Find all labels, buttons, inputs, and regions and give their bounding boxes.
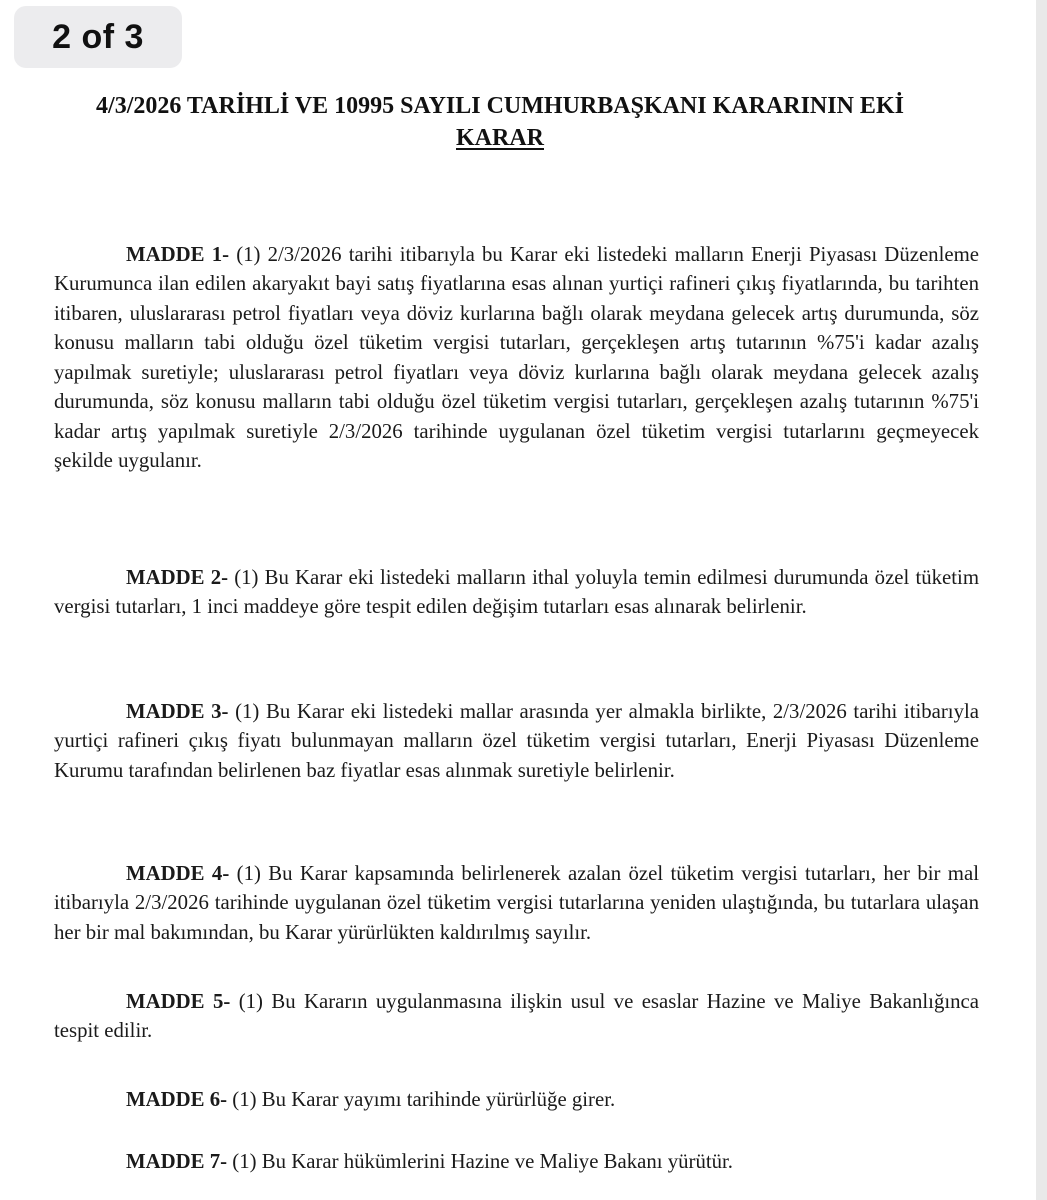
article-text: (1) Bu Karar hükümlerini Hazine ve Maliye Bakanı yürütür. xyxy=(232,1149,734,1173)
article-label: MADDE 5- xyxy=(126,989,231,1013)
article-madde-5 xyxy=(54,987,979,1046)
article-label: MADDE 7- xyxy=(126,1149,228,1173)
page-counter-badge: 2 of 3 xyxy=(14,6,182,68)
article-text: (1) Bu Karar eki listedeki mallar arasında yer almakla birlikte, 2/3/2026 tarihi itibarıyla yurtiçi rafineri çıkış fiyatı bulunmayan malların özel tüketim vergisi tutarları, Enerji Piyasası Düzenleme Kurumu tarafından belirlenen baz fiyatlar esas alınmak suretiyle belirlenir. xyxy=(54,699,979,782)
article-label: MADDE 2- xyxy=(126,565,229,589)
article-madde-2 xyxy=(54,563,979,622)
article-text: (1) Bu Karar yayımı tarihinde yürürlüğe girer. xyxy=(232,1087,616,1111)
article-label: MADDE 3- xyxy=(126,699,229,723)
document-title xyxy=(0,90,1000,154)
article-label: MADDE 6- xyxy=(126,1087,228,1111)
title-line-1: 4/3/2026 TARİHLİ VE 10995 SAYILI CUMHURBAŞKANI KARARININ EKİ xyxy=(96,93,904,119)
article-madde-4 xyxy=(54,859,979,948)
article-text: (1) 2/3/2026 tarihi itibarıyla bu Karar eki listedeki malların Enerji Piyasası Düzenleme Kurumunca ilan edilen akaryakıt bayi satış fiyatlarına esas alınan yurtiçi rafineri çıkış fiyatlarında, bu tarihten itibaren, uluslararası petrol fiyatları veya döviz kurlarına bağlı olarak meydana gelecek artış durumunda, söz konusu malların tabi olduğu özel tüketim vergisi tutarları, gerçekleşen artış tutarının %75'i kadar azalış yapılmak suretiyle; uluslararası petrol fiyatları veya döviz kurlarına bağlı olarak meydana gelecek azalış durumunda, söz konusu malların tabi olduğu özel tüketim vergisi tutarları, gerçekleşen azalış tutarının %75'i kadar artış yapılmak suretiyle 2/3/2026 tarihinde uygulanan özel tüketim vergisi tutarlarını geçmeyecek şekilde uygulanır. xyxy=(54,242,979,473)
title-karar: KARAR xyxy=(456,125,544,151)
article-madde-6 xyxy=(54,1085,979,1115)
article-label: MADDE 4- xyxy=(126,861,230,885)
article-madde-1 xyxy=(54,240,979,476)
title-line-2 xyxy=(0,122,1000,154)
article-madde-3 xyxy=(54,697,979,786)
article-text: (1) Bu Karar eki listedeki malların ithal yoluyla temin edilmesi durumunda özel tüketim vergisi tutarları, 1 inci maddeye göre tespit edilen değişim tutarları esas alınarak belirlenir. xyxy=(54,565,979,619)
article-madde-7 xyxy=(54,1147,979,1177)
article-text: (1) Bu Karar kapsamında belirlenerek azalan özel tüketim vergisi tutarları, her bir mal itibarıyla 2/3/2026 tarihinde uygulanan özel tüketim vergisi tutarlarına yeniden ulaştığında, bu tutarlara ulaşan her bir mal bakımından, bu Karar yürürlükten kaldırılmış sayılır. xyxy=(54,861,979,944)
article-text: (1) Bu Kararın uygulanmasına ilişkin usul ve esaslar Hazine ve Maliye Bakanlığınca tespit edilir. xyxy=(54,989,979,1043)
article-label: MADDE 1- xyxy=(126,242,230,266)
